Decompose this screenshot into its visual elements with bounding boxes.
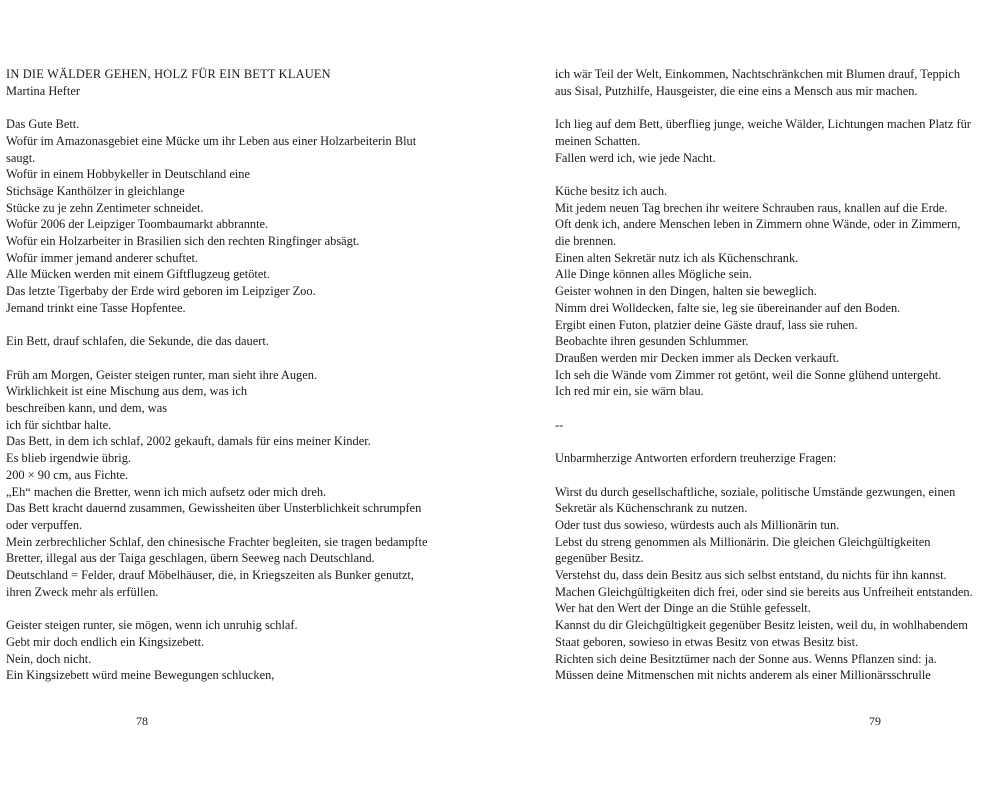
stanza — [555, 66, 995, 99]
stanza — [555, 116, 995, 166]
text-line: Unbarmherzige Antworten erfordern treuherzige Fragen: — [555, 451, 837, 466]
text-line: Gebt mir doch endlich ein Kingsizebett. — [6, 634, 205, 649]
text-line: ich für sichtbar halte. — [6, 417, 112, 432]
text-line: ihren Zweck mehr als erfüllen. — [6, 584, 159, 599]
text-line: Ich red mir ein, sie wärn blau. — [555, 384, 704, 399]
text-line: Stichsäge Kanthölzer in gleichlange — [6, 183, 185, 198]
right-page — [555, 66, 995, 701]
text-line: Kannst du dir Gleichgültigkeit gegenüber Besitz leisten, weil du, in wohlhabendem — [555, 618, 968, 633]
text-line: Das Gute Bett. — [6, 117, 80, 132]
text-line: Lebst du streng genommen als Millionärin. Die gleichen Gleichgültigkeiten — [555, 534, 931, 549]
stanza — [6, 116, 476, 316]
text-line: Verstehst du, dass dein Besitz aus sich selbst entstand, du nichts für ihn kannst. — [555, 568, 947, 583]
poem-author: Martina Hefter — [6, 83, 80, 98]
stanza — [555, 450, 995, 467]
text-line: die brennen. — [555, 234, 617, 248]
text-line: Oder tust dus sowieso, würdests auch als Millionärin tun. — [555, 517, 840, 532]
text-line: Ergibt einen Futon, platzier deine Gäste drauf, lass sie ruhen. — [555, 317, 858, 332]
text-line: Ein Bett, drauf schlafen, die Sekunde, die das dauert. — [6, 334, 269, 349]
left-page — [6, 66, 476, 701]
text-line: Draußen werden mir Decken immer als Decken verkauft. — [555, 350, 840, 365]
text-line: Es blieb irgendwie übrig. — [6, 451, 132, 466]
text-line: aus Sisal, Putzhilfe, Hausgeister, die eine eins a Mensch aus mir machen. — [555, 83, 918, 98]
text-line: Jemand trinkt eine Tasse Hopfentee. — [6, 300, 186, 315]
text-line: Das Bett kracht dauernd zusammen, Gewissheiten über Unsterblichkeit schrumpfen — [6, 501, 422, 516]
text-line: „Eh“ machen die Bretter, wenn ich mich aufsetz oder mich dreh. — [6, 484, 327, 499]
text-line: Wofür 2006 der Leipziger Toombaumarkt abbrannte. — [6, 217, 269, 232]
text-line: Wofür ein Holzarbeiter in Brasilien sich den rechten Ringfinger absägt. — [6, 234, 360, 249]
text-line: Müssen deine Mitmenschen mit nichts anderem als einer Millionärsschrulle — [555, 668, 931, 683]
text-line: Wirst du durch gesellschaftliche, soziale, politische Umstände gezwungen, einen — [555, 484, 956, 499]
text-line: Bretter, illegal aus der Taiga geschlagen, übern Seeweg nach Deutschland. — [6, 551, 375, 566]
stanza — [6, 333, 476, 350]
text-line: beschreiben kann, und dem, was — [6, 401, 168, 416]
text-line: Einen alten Sekretär nutz ich als Küchenschrank. — [555, 250, 799, 265]
text-line: Richten sich deine Besitztümer nach der Sonne aus. Wenns Pflanzen sind: ja. — [555, 651, 937, 666]
text-line: Sekretär als Küchenschrank zu nutzen. — [555, 501, 748, 516]
text-line: ich wär Teil der Welt, Einkommen, Nachtschränkchen mit Blumen drauf, Teppich — [555, 67, 961, 81]
text-line: Ich lieg auf dem Bett, überflieg junge, weiche Wälder, Lichtungen machen Platz für — [555, 117, 971, 132]
text-line: Wofür im Amazonasgebiet eine Mücke um ihr Leben aus einer Holzarbeiterin Blut — [6, 133, 417, 148]
right-page-text — [555, 66, 995, 684]
text-line: Das letzte Tigerbaby der Erde wird geboren im Leipziger Zoo. — [6, 284, 316, 299]
text-line: Mit jedem neuen Tag brechen ihr weitere Schrauben raus, knallen auf die Erde. — [555, 200, 948, 215]
text-line: Ich seh die Wände vom Zimmer rot getönt, weil die Sonne glühend untergeht. — [555, 367, 942, 382]
text-line: gegenüber Besitz. — [555, 551, 644, 566]
text-line: saugt. — [6, 150, 36, 165]
stanza — [555, 417, 995, 434]
text-line: Nein, doch nicht. — [6, 651, 92, 666]
text-line: Das Bett, in dem ich schlaf, 2002 gekauft, damals für eins meiner Kinder. — [6, 434, 371, 449]
text-line: meinen Schatten. — [555, 133, 641, 148]
text-line: Geister steigen runter, sie mögen, wenn ich unruhig schlaf. — [6, 618, 298, 633]
text-line: Machen Gleichgültigkeiten dich frei, oder sind sie bereits aus Unfreiheit entstanden. — [555, 584, 973, 599]
text-line: Staat geboren, sowieso in etwas Besitz von etwas Besitz bist. — [555, 634, 859, 649]
text-line: Wofür immer jemand anderer schuftet. — [6, 250, 199, 265]
text-line: Oft denk ich, andere Menschen leben in Zimmern ohne Wände, oder in Zimmern, — [555, 217, 961, 232]
page-number-right: 79 — [869, 714, 881, 728]
text-line: Alle Dinge können alles Mögliche sein. — [555, 267, 752, 282]
text-line: Wirklichkeit ist eine Mischung aus dem, was ich — [6, 384, 248, 399]
stanza — [6, 367, 476, 601]
text-line: Küche besitz ich auch. — [555, 183, 668, 198]
text-line: Geister wohnen in den Dingen, halten sie beweglich. — [555, 284, 817, 299]
stanza — [555, 484, 995, 684]
text-line: Ein Kingsizebett würd meine Bewegungen schlucken, — [6, 668, 275, 683]
left-page-text — [6, 116, 476, 684]
text-line: Wer hat den Wert der Dinge an die Stühle gefesselt. — [555, 601, 811, 616]
text-line: Früh am Morgen, Geister steigen runter, man sieht ihre Augen. — [6, 367, 318, 382]
page-number-left: 78 — [136, 714, 148, 728]
text-line: Fallen werd ich, wie jede Nacht. — [555, 150, 716, 165]
stanza — [555, 183, 995, 400]
text-line: -- — [555, 417, 564, 432]
text-line: Deutschland = Felder, drauf Möbelhäuser, die, in Kriegszeiten als Bunker genutzt, — [6, 568, 414, 583]
text-line: Wofür in einem Hobbykeller in Deutschland eine — [6, 167, 250, 182]
text-line: Alle Mücken werden mit einem Giftflugzeug getötet. — [6, 267, 270, 282]
text-line: Beobachte ihren gesunden Schlummer. — [555, 334, 749, 349]
text-line: 200 × 90 cm, aus Fichte. — [6, 467, 129, 482]
text-line: Mein zerbrechlicher Schlaf, den chinesische Frachter begleiten, sie tragen bedampfte — [6, 534, 428, 549]
text-line: Nimm drei Wolldecken, falte sie, leg sie übereinander auf den Boden. — [555, 300, 901, 315]
poem-title: IN DIE WÄLDER GEHEN, HOLZ FÜR EIN BETT KLAUEN — [6, 67, 331, 81]
stanza — [6, 617, 476, 684]
text-line: Stücke zu je zehn Zentimeter schneidet. — [6, 200, 204, 215]
text-line: oder verpuffen. — [6, 517, 83, 532]
